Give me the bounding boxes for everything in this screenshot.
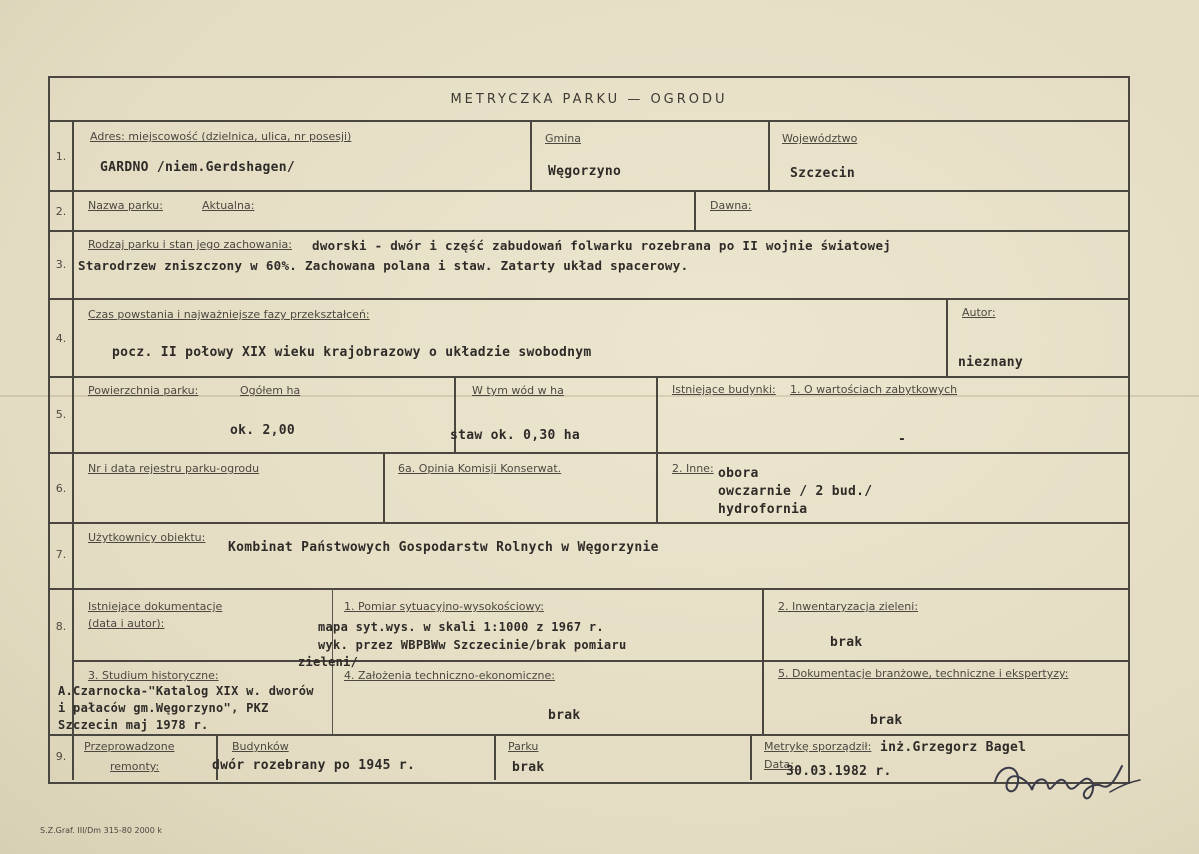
park-renov-value: brak xyxy=(512,760,545,775)
park-type-value-line2: Starodrzew zniszczony w 60%. Zachowana polana i staw. Zatarty układ spacerowy. xyxy=(78,258,689,273)
row-number: 6. xyxy=(55,482,67,495)
row-separator xyxy=(48,230,1128,232)
number-column-divider xyxy=(72,120,74,780)
water-area-value: staw ok. 0,30 ha xyxy=(450,428,581,443)
park-type-value-line1: dworski - dwór i część zabudowań folwarku rozebrana po II wojnie światowej xyxy=(312,238,892,253)
buildings-renov-label: Budynków xyxy=(232,740,289,753)
date-label: Data: xyxy=(764,758,794,771)
register-label: Nr i data rejestru parku-ogrodu xyxy=(88,462,260,475)
survey-label: 1. Pomiar sytuacyjno-wysokościowy: xyxy=(344,600,544,613)
tech-econ-value: brak xyxy=(548,708,581,723)
row-separator xyxy=(48,190,1128,192)
date-value: 30.03.1982 r. xyxy=(786,764,892,779)
creation-time-value: pocz. II połowy XIX wieku krajobrazowy o układzie swobodnym xyxy=(112,345,592,360)
area-label: Powierzchnia parku: xyxy=(88,384,199,397)
prepared-by-value: inż.Grzegorz Bagel xyxy=(880,740,1027,755)
water-area-label: W tym wód w ha xyxy=(472,384,564,397)
park-renov-label: Parku xyxy=(508,740,539,753)
survey-value-line1: mapa syt.wys. w skali 1:1000 z 1967 r. xyxy=(318,620,604,634)
survey-value-line2: wyk. przez WBPBWw Szczecinie/brak pomiaru xyxy=(318,638,627,652)
cell-divider xyxy=(946,298,948,376)
cell-divider xyxy=(750,734,752,780)
row-number: 7. xyxy=(55,548,67,561)
voivodeship-label: Województwo xyxy=(782,132,858,145)
address-label: Adres: miejscowość (dzielnica, ulica, nr posesji) xyxy=(90,130,352,143)
historical-study-label: 3. Studium historyczne: xyxy=(88,669,219,682)
cell-divider xyxy=(762,588,764,734)
other-buildings-value-line1: obora xyxy=(718,466,759,481)
form-title: METRYCZKA PARKU — OGRODU xyxy=(450,92,728,107)
buildings-renov-value: dwór rozebrany po 1945 r. xyxy=(212,758,416,773)
current-name-label: Aktualna: xyxy=(202,199,255,212)
voivodeship-value: Szczecin xyxy=(790,166,856,181)
prepared-by-label: Metrykę sporządził: xyxy=(764,740,872,753)
row-number: 9. xyxy=(55,750,67,763)
monuments-label: 1. O wartościach zabytkowych xyxy=(790,383,958,396)
cell-divider xyxy=(768,120,770,190)
other-buildings-label: 2. Inne: xyxy=(672,462,714,475)
row-separator xyxy=(48,452,1128,454)
survey-value-line3: zieleni/ xyxy=(298,655,359,669)
row-number: 4. xyxy=(55,332,67,345)
documentation-label: Istniejące dokumentacje xyxy=(88,600,223,613)
park-name-label: Nazwa parku: xyxy=(88,199,163,212)
cell-divider xyxy=(530,120,532,190)
greenery-inventory-value: brak xyxy=(830,635,863,650)
address-value: GARDNO /niem.Gerdshagen/ xyxy=(100,160,296,175)
total-area-value: ok. 2,00 xyxy=(230,423,296,438)
historical-study-value-line2: i pałaców gm.Węgorzyno", PKZ xyxy=(58,701,269,715)
users-value: Kombinat Państwowych Gospodarstw Rolnych w Węgorzynie xyxy=(228,540,659,555)
cell-divider xyxy=(216,734,218,780)
row-number: 3. xyxy=(55,258,67,271)
conservator-opinion-label: 6a. Opinia Komisji Konserwat. xyxy=(398,462,562,475)
users-label: Użytkownicy obiektu: xyxy=(88,531,206,544)
renovations-label: Przeprowadzone xyxy=(84,740,175,753)
other-buildings-value-line3: hydrofornia xyxy=(718,502,808,517)
row-number: 1. xyxy=(55,150,67,163)
row-number: 5. xyxy=(55,408,67,421)
row-separator xyxy=(72,660,1128,662)
row-number: 8. xyxy=(55,620,67,633)
row-separator xyxy=(48,376,1128,378)
branch-docs-label: 5. Dokumentacje branżowe, techniczne i ekspertyzy: xyxy=(778,667,1069,680)
historical-study-value-line1: A.Czarnocka-"Katalog XIX w. dworów xyxy=(58,684,314,698)
print-footer: S.Z.Graf. III/Dm 315-80 2000 k xyxy=(40,826,163,835)
renovations-sublabel: remonty: xyxy=(110,760,160,773)
row-separator xyxy=(48,298,1128,300)
greenery-inventory-label: 2. Inwentaryzacja zieleni: xyxy=(778,600,919,613)
author-value: nieznany xyxy=(958,355,1024,370)
cell-divider xyxy=(494,734,496,780)
other-buildings-value-line2: owczarnie / 2 bud./ xyxy=(718,484,873,499)
cell-divider xyxy=(656,376,658,522)
documentation-sublabel: (data i autor): xyxy=(88,617,165,630)
row-separator xyxy=(48,522,1128,524)
park-type-label: Rodzaj parku i stan jego zachowania: xyxy=(88,238,292,251)
author-label: Autor: xyxy=(962,306,996,319)
signature-image xyxy=(990,752,1150,812)
gmina-value: Węgorzyno xyxy=(548,164,622,179)
former-name-label: Dawna: xyxy=(710,199,752,212)
branch-docs-value: brak xyxy=(870,713,903,728)
cell-divider xyxy=(694,190,696,230)
cell-divider xyxy=(383,452,385,522)
row-separator xyxy=(48,588,1128,590)
historical-study-value-line3: Szczecin maj 1978 r. xyxy=(58,718,209,732)
creation-time-label: Czas powstania i najważniejsze fazy przekształceń: xyxy=(88,308,370,321)
row-separator xyxy=(48,120,1128,122)
tech-econ-label: 4. Założenia techniczno-ekonomiczne: xyxy=(344,669,555,682)
row-number: 2. xyxy=(55,205,67,218)
row-separator xyxy=(48,734,1128,736)
existing-buildings-label: Istniejące budynki: xyxy=(672,383,776,396)
monuments-value: - xyxy=(898,432,907,447)
gmina-label: Gmina xyxy=(545,132,582,145)
total-area-label: Ogółem ha xyxy=(240,384,301,397)
